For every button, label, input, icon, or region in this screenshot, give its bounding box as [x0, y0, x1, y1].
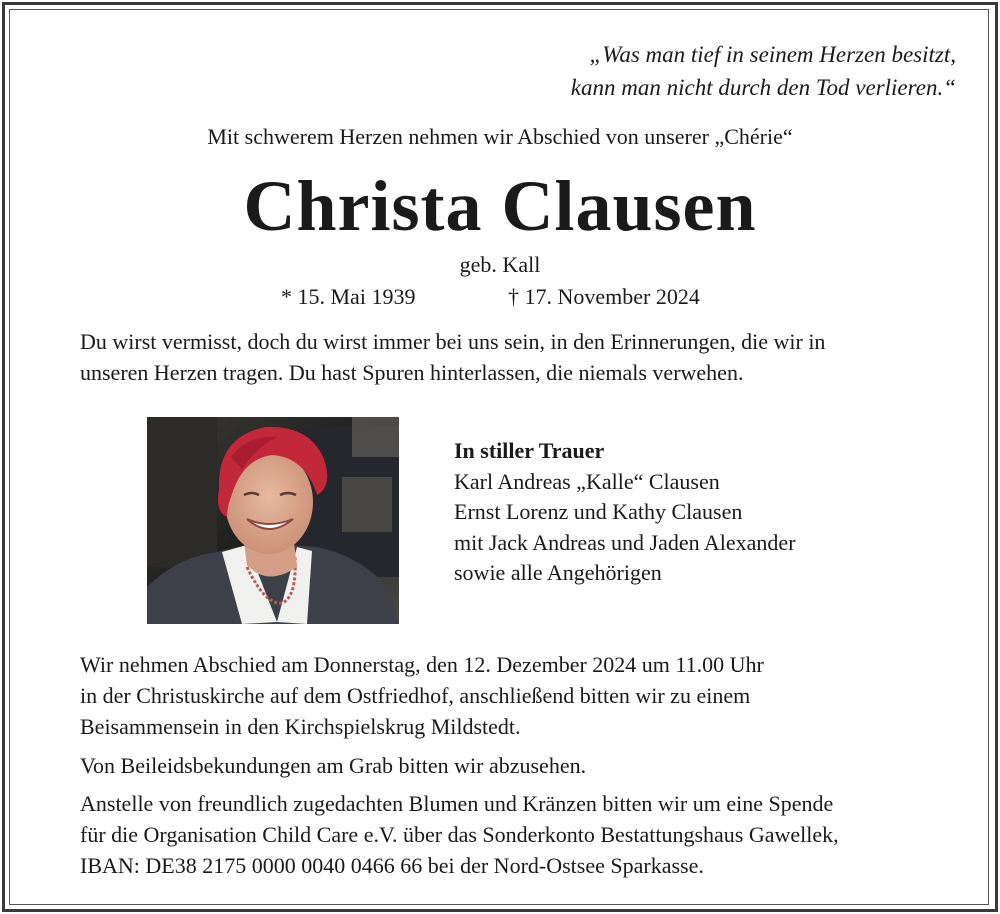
epigraph-quote: [571, 38, 956, 104]
quote-line: kann man nicht durch den Tod verlieren.“: [570, 75, 956, 100]
mourner-name: sowie alle Angehörigen: [454, 560, 662, 585]
portrait-illustration: [147, 417, 399, 624]
mourner-name: mit Jack Andreas und Jaden Alexander: [454, 529, 796, 555]
ceremony-info: [80, 649, 764, 742]
donation-line: IBAN: DE38 2175 0000 0040 0466 66 bei der Nord-Ostsee Sparkasse.: [80, 853, 704, 878]
portrait-photo: [147, 417, 399, 624]
memorial-message: [80, 326, 825, 388]
birth-name: geb. Kall: [459, 252, 541, 277]
mourner-name: Ernst Lorenz und Kathy Clausen: [454, 499, 743, 524]
death-date: † 17. November 2024: [508, 284, 700, 309]
message-line: unseren Herzen tragen. Du hast Spuren hinterlassen, die niemals verwehen.: [80, 360, 744, 385]
ceremony-line: Wir nehmen Abschied am Donnerstag, den 12. Dezember 2024 um 11.00 Uhr: [80, 652, 764, 677]
donation-info: [80, 788, 839, 881]
ceremony-line: Beisammensein in den Kirchspielskrug Mildstedt.: [80, 714, 521, 739]
mourners-heading: In stiller Trauer: [454, 438, 605, 463]
mourners-block: [454, 436, 796, 589]
intro-line: Mit schwerem Herzen nehmen wir Abschied von unserer „Chérie“: [207, 124, 793, 149]
birth-date: * 15. Mai 1939: [281, 284, 416, 309]
ceremony-line: in der Christuskirche auf dem Ostfriedhof, anschließend bitten wir zu einem: [80, 683, 751, 708]
quote-line: „Was man tief in seinem Herzen besitzt,: [589, 42, 956, 67]
condolence-note: Von Beileidsbekundungen am Grab bitten wir abzusehen.: [80, 753, 587, 778]
deceased-name: Christa Clausen: [243, 166, 757, 246]
donation-line: für die Organisation Child Care e.V. über das Sonderkonto Bestattungshaus Gawellek,: [80, 822, 839, 847]
message-line: Du wirst vermisst, doch du wirst immer bei uns sein, in den Erinnerungen, die wir in: [80, 329, 826, 354]
mourner-name: Karl Andreas „Kalle“ Clausen: [454, 468, 720, 494]
donation-line: Anstelle von freundlich zugedachten Blumen und Kränzen bitten wir um eine Spende: [80, 791, 834, 816]
